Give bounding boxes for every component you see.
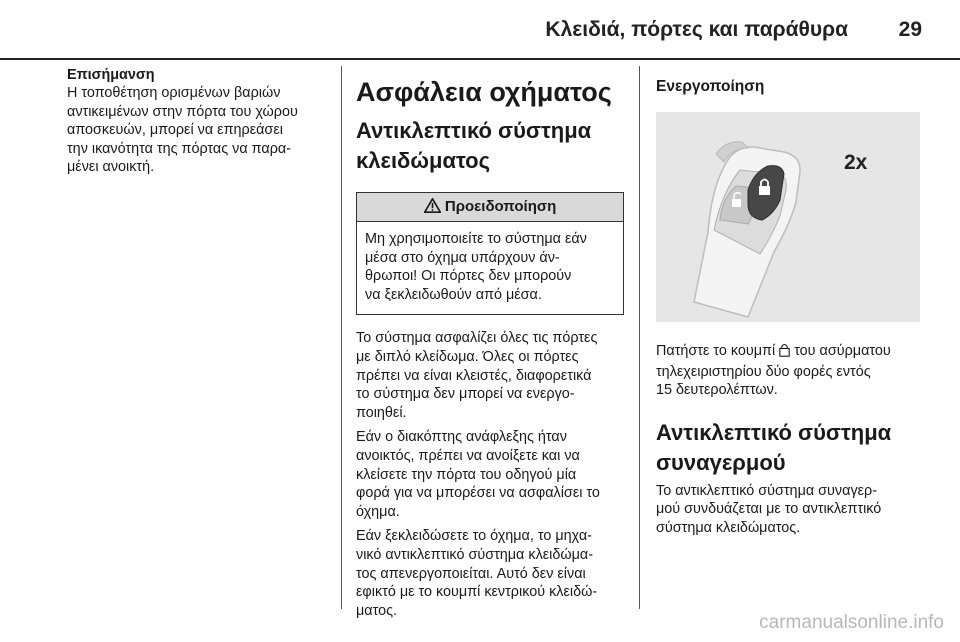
note-text: Η τοποθέτηση ορισμένων βαριών αντικειμένων στην πόρτα του χώρου αποσκευών, μπορεί να επηρεάσει την ικανότητα της πόρτας να παρα- μένει ανοικτή. bbox=[67, 85, 298, 176]
warning-triangle-icon bbox=[424, 198, 445, 215]
activation-heading: Ενεργοποίηση bbox=[656, 78, 765, 95]
subsection-title: Αντικλεπτικό σύστημα κλειδώματος bbox=[356, 118, 592, 173]
column-divider-left bbox=[341, 66, 342, 609]
alarm-section-text: Το αντικλεπτικό σύστημα συναγερ- μού συνδυάζεται με το αντικλεπτικό σύστημα κλειδώματος. bbox=[656, 482, 882, 536]
header-divider bbox=[0, 58, 960, 60]
left-column bbox=[67, 66, 329, 177]
watermark: carmanualsonline.info bbox=[759, 612, 944, 633]
section-title: Ασφάλεια οχήματος bbox=[356, 77, 612, 107]
paragraph: Εάν ο διακόπτης ανάφλεξης ήταν ανοικτός, πρέπει να ανοίξετε και να κλείσετε την πόρτα του οδηγού μία φορά για να μπορέσει να ασφαλίσει το όχημα. bbox=[356, 429, 600, 520]
warning-box bbox=[356, 192, 624, 315]
activation-instruction bbox=[656, 342, 920, 400]
lock-symbol-icon bbox=[779, 343, 790, 363]
remote-key-illustration bbox=[656, 112, 920, 322]
middle-column bbox=[356, 66, 624, 626]
page-number: 29 bbox=[898, 18, 922, 41]
paragraph: Το σύστημα ασφαλίζει όλες τις πόρτες με διπλό κλείδωμα. Όλες οι πόρτες πρέπει να είναι κλειστές, διαφορετικά το σύστημα δεν μπορεί να ενεργο- ποιηθεί. bbox=[356, 330, 598, 421]
column-divider-right bbox=[639, 66, 640, 609]
instruction-text-before: Πατήστε το κουμπί bbox=[656, 343, 776, 359]
instruction-text-after: του ασύρματου τηλεχειριστηρίου δύο φορές εντός 15 δευτερολέπτων. bbox=[656, 343, 891, 399]
warning-text: Μη χρησιμοποιείτε το σύστημα εάν μέσα στο όχημα υπάρχουν άν- θρωποι! Οι πόρτες δεν μπορούν να ξεκλειδωθούν από μέσα. bbox=[365, 231, 587, 303]
press-count-label: 2x bbox=[844, 151, 868, 174]
alarm-section-title: Αντικλεπτικό σύστημα συναγερμού bbox=[656, 419, 892, 475]
warning-title: Προειδοποίηση bbox=[444, 198, 557, 215]
chapter-title: Κλειδιά, πόρτες και παράθυρα bbox=[545, 18, 848, 41]
right-column bbox=[656, 66, 920, 538]
paragraph: Εάν ξεκλειδώσετε το όχημα, το μηχα- νικό αντικλεπτικό σύστημα κλειδώμα- τος απενεργοποιείται. Αυτό δεν είναι εφικτό με το κουμπί κεντρικού κλειδώ- ματος. bbox=[356, 528, 598, 619]
warning-header bbox=[357, 193, 623, 222]
note-title: Επισήμανση bbox=[67, 67, 155, 83]
